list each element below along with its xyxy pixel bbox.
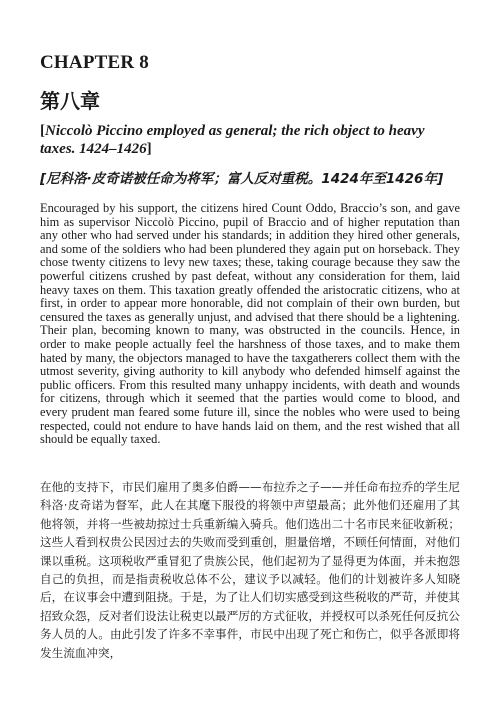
body-paragraph-zh: 在他的支持下，市民们雇用了奥多伯爵——布拉乔之子——并任命布拉乔的学生尼科洛·皮奇诺为督军，此人在其麾下服役的将领中声望最高；此外他们还雇用了其他将领，并将一些被劫掠过士兵重新编入骑兵。他们选出二十名市民来征收新税；这些人看到权贵公民因过去的失败而受到重创，胆量倍增，不顾任何情面，对他们课以重税。这项税收严重冒犯了贵族公民，他们起初为了显得更为体面，并未抱怨自己的负担，而是指责税收总体不公，建议予以减轻。他们的计划被许多人知晓后，在议事会中遭到阻挠。于是，为了让人们切实感受到这些税收的严苛，并使其招致众怨，反对者们设法让税吏以最严厉的方式征收，并授权可以杀死任何反抗公务人员的人。由此引发了许多不幸事件，市民中出现了死亡和伤亡，似乎各派即将发生流血冲突， — [40, 480, 460, 660]
summary-open-bracket: [ — [40, 123, 45, 139]
body-paragraph-en: Encouraged by his support, the citizens hired Count Oddo, Braccio’s son, and gave him as supervisor Niccolò Piccino, pupil of Braccio and of higher reputation than any other who had served under his standards; in addition they hired other generals, and some of the soldiers who had been plundered they again put on horseback. They chose twenty citizens to levy new taxes; these, taking courage because they saw the powerful citizens crushed by past defeat, without any consideration for them, laid heavy taxes on them. This taxation greatly offended the aristocratic citizens, who at first, in order to appear more honorable, did not complain of their own burden, but censured the taxes as generally unjust, and advised that there should be a lightening. Their plan, becoming known to many, was obstructed in the councils. Hence, in order to make people actually feel the harshness of those taxes, and to make them hated by many, the objectors managed to have the taxgatherers collect them with the utmost severity, giving authority to kill anybody who defended himself against the public officers. From this resulted many unhappy incidents, with death and wounds for citizens, through which it seemed that the parties would come to blood, and every prudent man feared some future ill, since the nobles who were used to being respected, could not endure to have hands laid on them, and the rest wished that all should be equally taxed. — [40, 201, 460, 447]
summary-text-en: Niccolò Piccino employed as general; the rich object to heavy taxes. 1424–1426 — [40, 123, 425, 157]
chapter-summary-en — [40, 122, 460, 158]
summary-close-bracket: ] — [146, 141, 152, 157]
chapter-heading-zh: 第八章 — [40, 89, 100, 113]
chapter-heading: CHAPTER 8 — [40, 52, 149, 73]
chapter-summary-zh: [尼科洛·皮奇诺被任命为将军；富人反对重税。1424年至1426年] — [40, 171, 444, 187]
